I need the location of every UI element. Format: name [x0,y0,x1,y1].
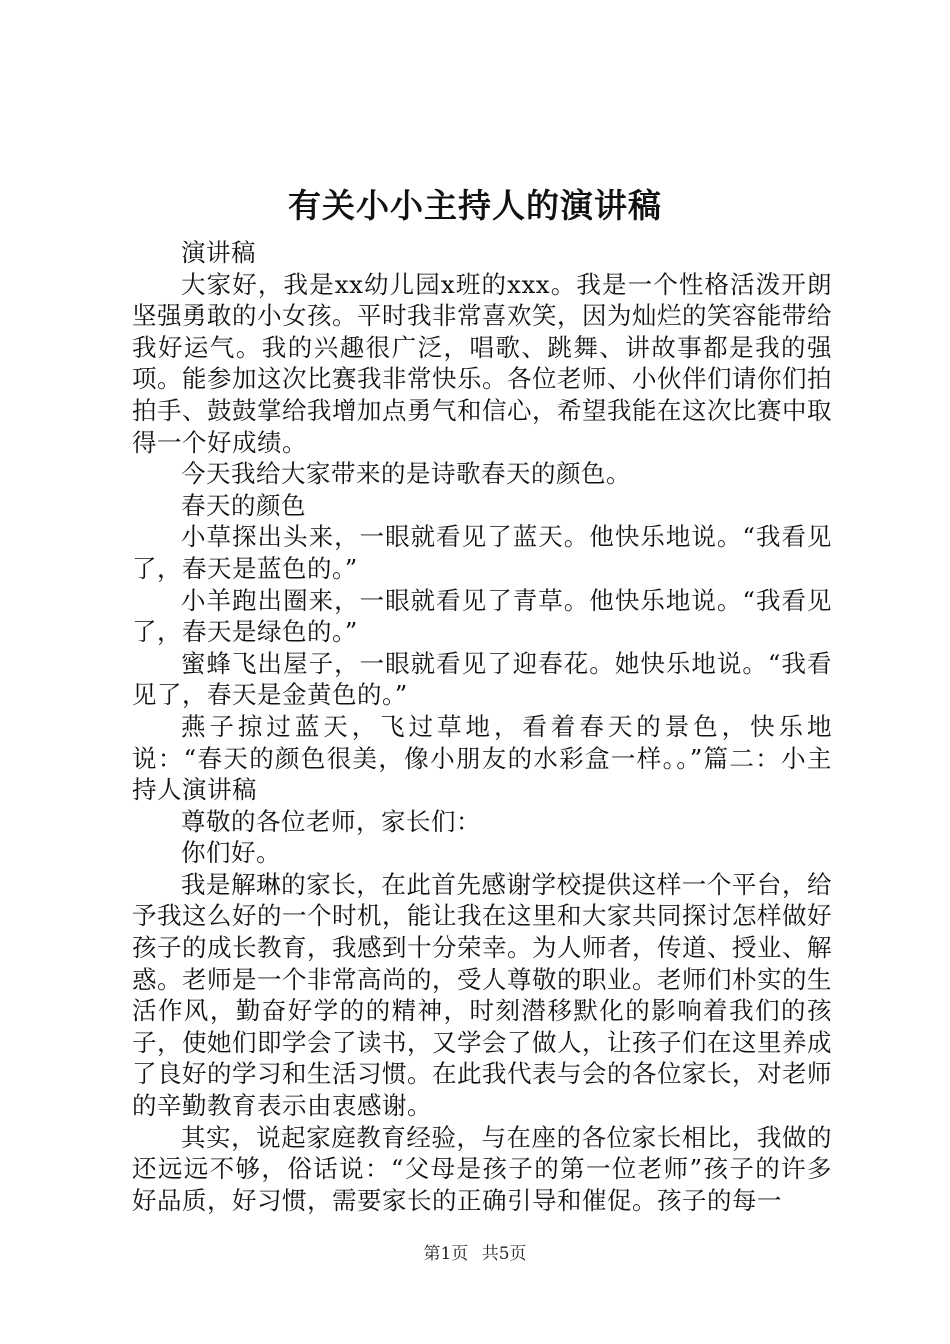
document-title: 有关小小主持人的演讲稿 [288,186,662,225]
paragraph: 小羊跑出圈来，一眼就看见了青草。他快乐地说。“我看见了，春天是绿色的。” [132,585,832,647]
paragraph: 尊敬的各位老师，家长们： [181,806,481,836]
paragraph: 燕子掠过蓝天，飞过草地，看着春天的景色，快乐地说：“春天的颜色很美，像小朋友的水彩盒一样。。”篇二：小主持人演讲稿 [132,711,832,805]
paragraph: 小草探出头来，一眼就看见了蓝天。他快乐地说。“我看见了，春天是蓝色的。” [132,522,832,583]
paragraph: 其实，说起家庭教育经验，与在座的各位家长相比，我做的还远远不够，俗话说：“父母是孩子的第一位老师”孩子的许多好品质，好习惯，需要家长的正确引导和催促。孩子的每一 [132,1122,832,1215]
paragraph: 你们好。 [181,838,281,868]
paragraph: 蜜蜂飞出屋子，一眼就看见了迎春花。她快乐地说。“我看见了，春天是金黄色的。” [132,648,832,710]
page-number: 第1页 [423,1244,469,1264]
paragraph: 大家好，我是xx幼儿园x班的xxx。我是一个性格活泼开朗坚强勇敢的小女孩。平时我非常喜欢笑，因为灿烂的笑容能带给我好运气。我的兴趣很广泛，唱歌、跳舞、讲故事都是我的强项。能参加这次比赛我非常快乐。各位老师、小伙伴们请你们拍拍手、鼓鼓掌给我增加点勇气和信心，希望我能在这次比赛中取得一个好成绩。 [132,269,832,457]
paragraph: 演讲稿 [181,238,256,267]
page-total: 共5页 [481,1244,527,1264]
paragraph: 春天的颜色 [181,490,306,520]
document-body [132,237,832,1216]
paragraph: 我是解琳的家长，在此首先感谢学校提供这样一个平台，给予我这么好的一个时机，能让我在这里和大家共同探讨怎样做好孩子的成长教育，我感到十分荣幸。为人师者，传道、授业、解惑。老师是一个非常高尚的，受人尊敬的职业。老师们朴实的生活作风，勤奋好学的的精神，时刻潜移默化的影响着我们的孩子，使她们即学会了读书，又学会了做人，让孩子们在这里养成了良好的学习和生活习惯。在此我代表与会的各位家长，对老师的辛勤教育表示由衷感谢。 [132,869,832,1121]
page-footer [0,1242,950,1266]
paragraph: 今天我给大家带来的是诗歌春天的颜色。 [181,459,631,489]
